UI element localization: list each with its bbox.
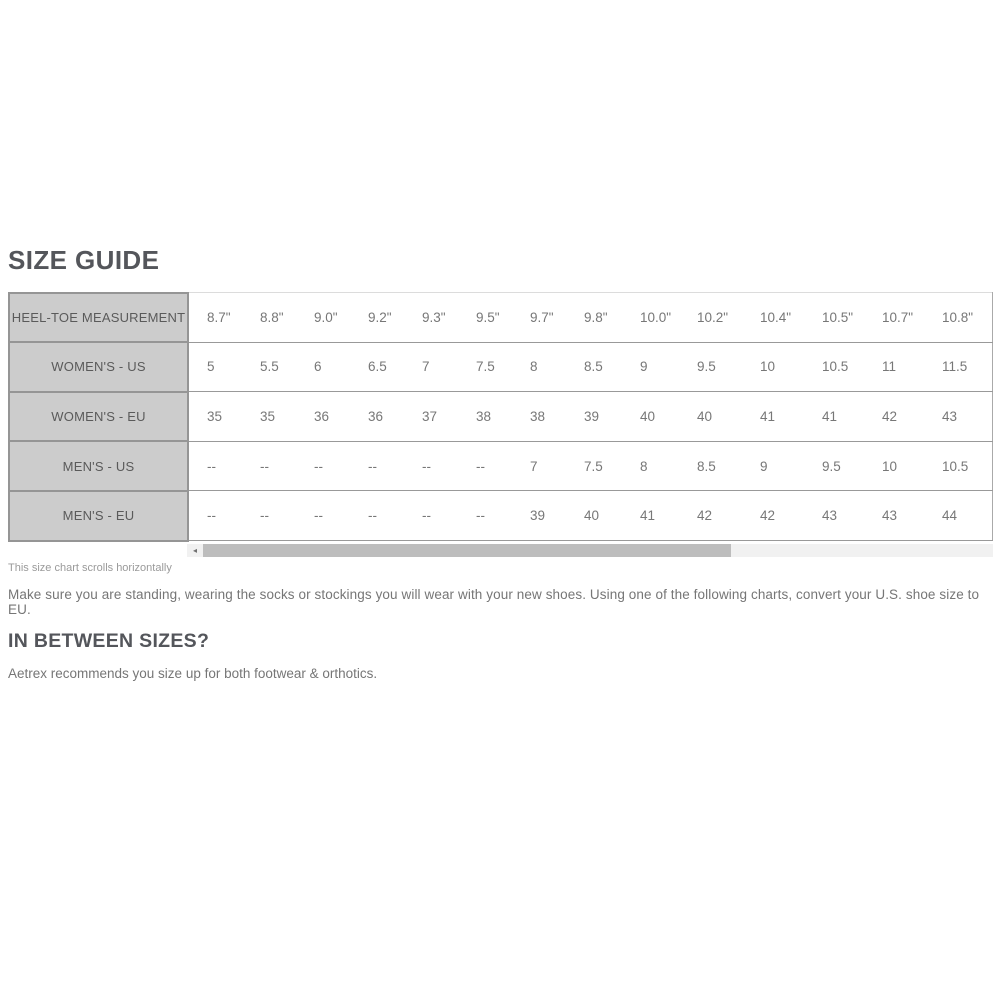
page-title: SIZE GUIDE bbox=[8, 245, 160, 275]
size-row bbox=[9, 441, 993, 491]
size-cell: 10 bbox=[864, 441, 924, 491]
scrollbar-left-arrow-icon[interactable]: ◂ bbox=[192, 545, 197, 555]
size-cell: 10.0" bbox=[622, 293, 679, 343]
size-cell: 7.5 bbox=[566, 441, 622, 491]
size-cell: 36 bbox=[296, 392, 350, 442]
size-cell: 6 bbox=[296, 342, 350, 392]
size-cell: 8.5 bbox=[679, 441, 742, 491]
size-row bbox=[9, 293, 993, 343]
size-cell: 9.5" bbox=[458, 293, 512, 343]
size-cell: 11.5 bbox=[924, 342, 993, 392]
size-cell: 40 bbox=[566, 491, 622, 541]
size-cell: 9.3" bbox=[404, 293, 458, 343]
size-cell: 43 bbox=[864, 491, 924, 541]
size-cell: 9.8" bbox=[566, 293, 622, 343]
size-cell: 5.5 bbox=[242, 342, 296, 392]
size-cell: 8.8" bbox=[242, 293, 296, 343]
size-cell: -- bbox=[188, 441, 242, 491]
size-cell: 9 bbox=[622, 342, 679, 392]
horizontal-scrollbar[interactable] bbox=[187, 544, 993, 557]
size-cell: 6.5 bbox=[350, 342, 404, 392]
size-cell: 41 bbox=[622, 491, 679, 541]
size-chart-table bbox=[8, 292, 993, 542]
row-label: WOMEN'S - EU bbox=[9, 392, 188, 442]
size-cell: 39 bbox=[566, 392, 622, 442]
scroll-hint-text: This size chart scrolls horizontally bbox=[8, 561, 172, 574]
size-cell: 8.5 bbox=[566, 342, 622, 392]
size-cell: 42 bbox=[864, 392, 924, 442]
size-cell: 40 bbox=[679, 392, 742, 442]
row-label: HEEL-TOE MEASUREMENT bbox=[9, 293, 188, 343]
size-cell: 10 bbox=[742, 342, 804, 392]
size-cell: -- bbox=[458, 441, 512, 491]
size-cell: 42 bbox=[679, 491, 742, 541]
size-cell: 10.5" bbox=[804, 293, 864, 343]
size-cell: 38 bbox=[458, 392, 512, 442]
size-cell: 42 bbox=[742, 491, 804, 541]
scrollbar-thumb[interactable] bbox=[203, 544, 731, 557]
size-cell: 9 bbox=[742, 441, 804, 491]
size-cell: 38 bbox=[512, 392, 566, 442]
size-cell: -- bbox=[350, 441, 404, 491]
size-cell: -- bbox=[296, 491, 350, 541]
size-cell: 11 bbox=[864, 342, 924, 392]
size-table-body bbox=[9, 293, 993, 541]
size-cell: 10.4" bbox=[742, 293, 804, 343]
size-up-recommendation-text: Aetrex recommends you size up for both footwear & orthotics. bbox=[8, 665, 378, 681]
size-cell: -- bbox=[404, 491, 458, 541]
size-cell: -- bbox=[404, 441, 458, 491]
size-cell: 9.5 bbox=[804, 441, 864, 491]
size-cell: 44 bbox=[924, 491, 993, 541]
size-row bbox=[9, 491, 993, 541]
size-cell: 36 bbox=[350, 392, 404, 442]
size-cell: -- bbox=[242, 441, 296, 491]
row-label: MEN'S - US bbox=[9, 441, 188, 491]
size-cell: 5 bbox=[188, 342, 242, 392]
size-row bbox=[9, 342, 993, 392]
size-cell: 8 bbox=[512, 342, 566, 392]
size-cell: 35 bbox=[188, 392, 242, 442]
size-cell: -- bbox=[188, 491, 242, 541]
size-cell: 41 bbox=[804, 392, 864, 442]
size-cell: 10.2" bbox=[679, 293, 742, 343]
size-cell: -- bbox=[296, 441, 350, 491]
size-cell: 35 bbox=[242, 392, 296, 442]
size-cell: -- bbox=[350, 491, 404, 541]
size-cell: 8 bbox=[622, 441, 679, 491]
size-cell: 41 bbox=[742, 392, 804, 442]
size-cell: 40 bbox=[622, 392, 679, 442]
row-label: MEN'S - EU bbox=[9, 491, 188, 541]
size-cell: 7 bbox=[404, 342, 458, 392]
size-cell: 10.8" bbox=[924, 293, 993, 343]
size-cell: -- bbox=[458, 491, 512, 541]
size-cell: 37 bbox=[404, 392, 458, 442]
size-cell: 9.7" bbox=[512, 293, 566, 343]
size-cell: 43 bbox=[804, 491, 864, 541]
in-between-sizes-heading: IN BETWEEN SIZES? bbox=[8, 629, 210, 652]
size-cell: -- bbox=[242, 491, 296, 541]
size-guide-section bbox=[8, 0, 992, 681]
row-label: WOMEN'S - US bbox=[9, 342, 188, 392]
size-cell: 10.5 bbox=[924, 441, 993, 491]
size-cell: 9.0" bbox=[296, 293, 350, 343]
sizing-instructions-text: Make sure you are standing, wearing the socks or stockings you will wear with your new shoes. Using one of the following charts, convert your U.S. shoe size to EU. bbox=[8, 586, 980, 617]
size-cell: 43 bbox=[924, 392, 993, 442]
size-cell: 9.2" bbox=[350, 293, 404, 343]
size-cell: 39 bbox=[512, 491, 566, 541]
size-row bbox=[9, 392, 993, 442]
size-cell: 10.5 bbox=[804, 342, 864, 392]
size-cell: 8.7" bbox=[188, 293, 242, 343]
size-cell: 7.5 bbox=[458, 342, 512, 392]
size-cell: 7 bbox=[512, 441, 566, 491]
size-cell: 9.5 bbox=[679, 342, 742, 392]
size-cell: 10.7" bbox=[864, 293, 924, 343]
